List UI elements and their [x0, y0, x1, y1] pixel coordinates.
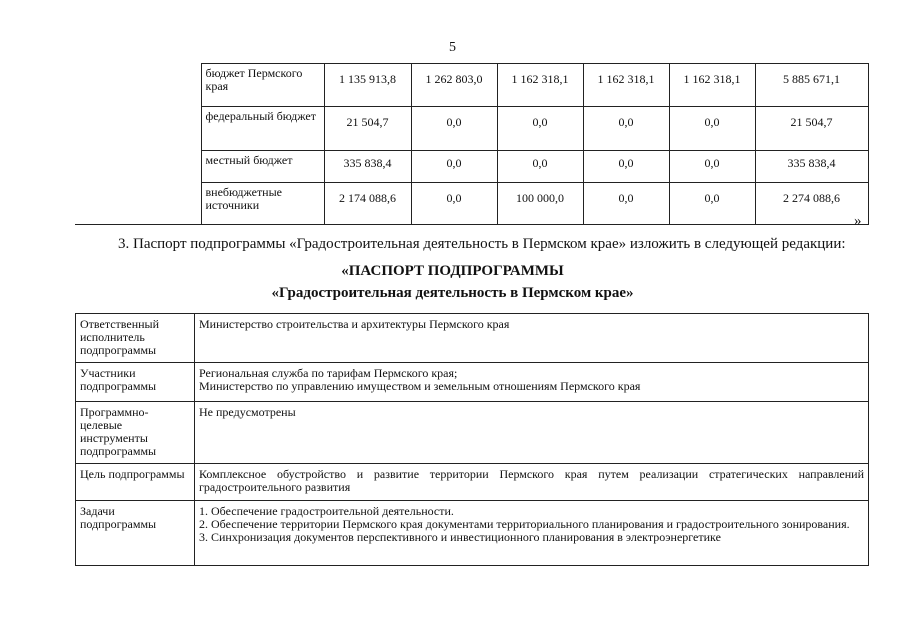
passport-line: Не предусмотрены [199, 405, 296, 419]
passport-value [195, 314, 869, 363]
value-cell: 0,0 [669, 183, 755, 225]
passport-table [75, 313, 869, 566]
page-number: 5 [449, 40, 456, 55]
passport-subtitle: «Градостроительная деятельность в Пермском крае» [271, 285, 634, 301]
passport-line: 1. Обеспечение градостроительной деятельности. [199, 504, 454, 518]
value-cell: 0,0 [411, 107, 497, 151]
value-cell: 335 838,4 [324, 151, 411, 183]
value-cell: 0,0 [497, 151, 583, 183]
value-cell: 2 174 088,6 [324, 183, 411, 225]
passport-line: Министерство строительства и архитектуры Пермского края [199, 317, 510, 331]
passport-value [195, 464, 869, 501]
value-cell: 0,0 [583, 183, 669, 225]
passport-row [76, 314, 869, 363]
table-row [75, 151, 868, 183]
total-cell: 5 885 671,1 [755, 64, 868, 107]
value-cell: 0,0 [669, 107, 755, 151]
passport-row [76, 464, 869, 501]
passport-title: «ПАСПОРТ ПОДПРОГРАММЫ [341, 263, 564, 279]
passport-label: Ответственный исполнитель подпрограммы [76, 314, 195, 363]
passport-row [76, 501, 869, 566]
table-row [75, 64, 868, 107]
total-cell: 21 504,7 [755, 107, 868, 151]
passport-line: 3. Синхронизация документов перспективного и инвестиционного планирования в электроэнергетике [199, 530, 721, 544]
funding-source-cell: внебюджетные источники [201, 183, 324, 225]
empty-cell [75, 64, 201, 107]
value-cell: 1 162 318,1 [497, 64, 583, 107]
passport-row [76, 363, 869, 402]
value-cell: 21 504,7 [324, 107, 411, 151]
total-cell: 335 838,4 [755, 151, 868, 183]
passport-line: Министерство по управлению имуществом и земельным отношениям Пермского края [199, 379, 641, 393]
value-cell: 0,0 [497, 107, 583, 151]
value-cell: 0,0 [411, 183, 497, 225]
closing-quote: » [854, 213, 862, 229]
passport-label: Программно-целевые инструменты подпрограммы [76, 402, 195, 464]
empty-cell [75, 151, 201, 183]
value-cell: 0,0 [583, 107, 669, 151]
value-cell: 1 135 913,8 [324, 64, 411, 107]
amendment-paragraph: 3. Паспорт подпрограммы «Градостроительная деятельность в Пермском крае» изложить в следующей редакции: [118, 236, 846, 252]
passport-line: Региональная служба по тарифам Пермского края; [199, 366, 458, 380]
passport-line: Комплексное обустройство и развитие территории Пермского края путем реализации стратегических направлений градостроительного развития [199, 467, 864, 494]
passport-label: Цель подпрограммы [76, 464, 195, 501]
funding-source-cell: федеральный бюджет [201, 107, 324, 151]
value-cell: 0,0 [411, 151, 497, 183]
funding-source-cell: бюджет Пермского края [201, 64, 324, 107]
passport-row [76, 402, 869, 464]
total-cell: 2 274 088,6 [755, 183, 868, 225]
table-row [75, 183, 868, 225]
value-cell: 1 162 318,1 [669, 64, 755, 107]
funding-source-cell: местный бюджет [201, 151, 324, 183]
value-cell: 100 000,0 [497, 183, 583, 225]
passport-label: Задачи подпрограммы [76, 501, 195, 566]
value-cell: 0,0 [669, 151, 755, 183]
table-row [75, 107, 868, 151]
passport-label: Участники подпрограммы [76, 363, 195, 402]
empty-cell [75, 183, 201, 225]
financing-table [75, 63, 869, 225]
empty-cell [75, 107, 201, 151]
value-cell: 1 162 318,1 [583, 64, 669, 107]
passport-value [195, 501, 869, 566]
passport-value [195, 363, 869, 402]
value-cell: 1 262 803,0 [411, 64, 497, 107]
value-cell: 0,0 [583, 151, 669, 183]
passport-line: 2. Обеспечение территории Пермского края документами территориального планирования и градостроительного зонирования. [199, 517, 850, 531]
passport-value [195, 402, 869, 464]
